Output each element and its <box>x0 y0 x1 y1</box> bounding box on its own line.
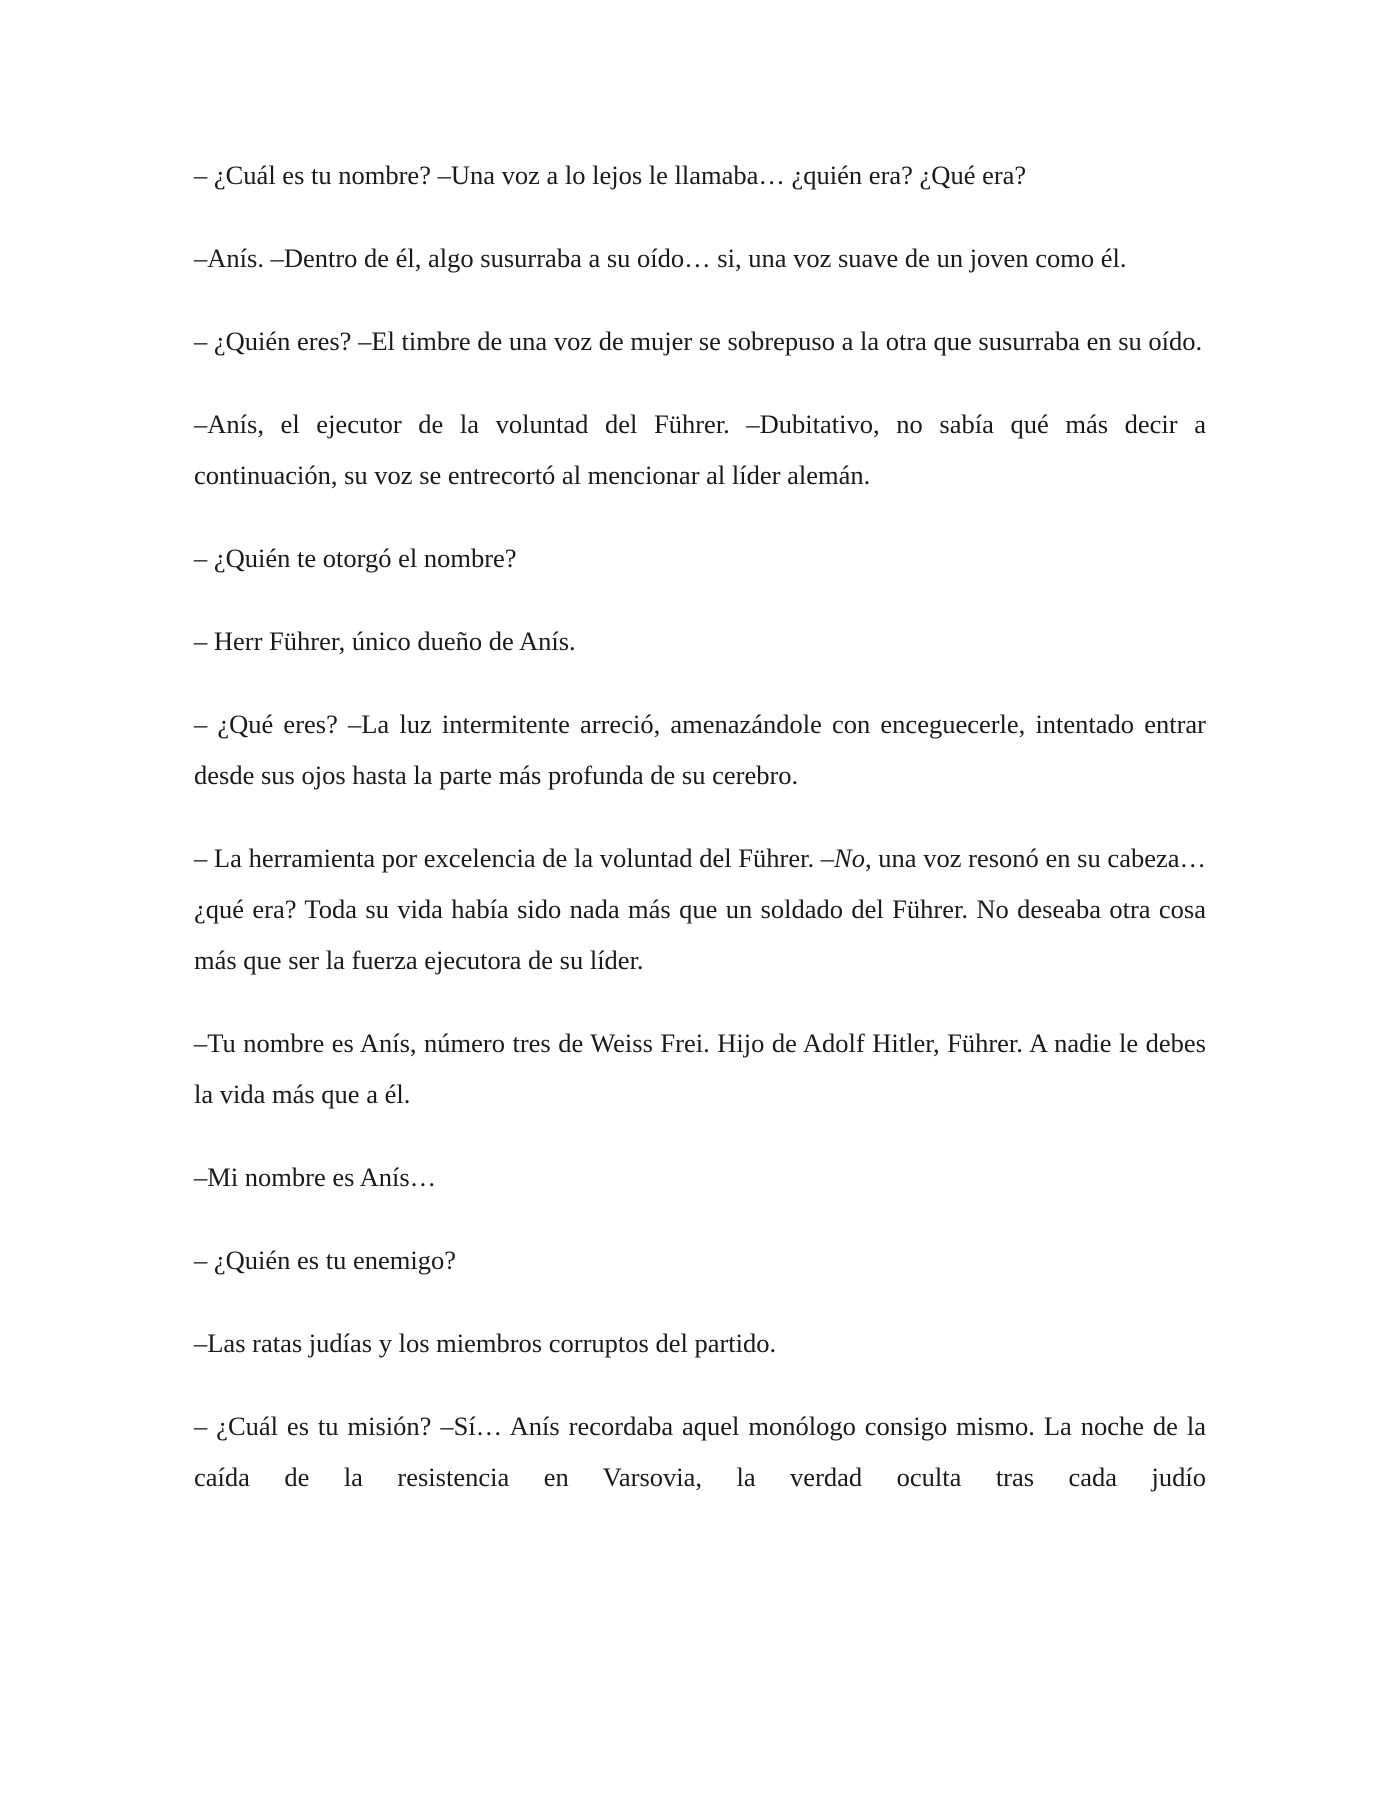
paragraph-8 <box>194 833 1206 986</box>
paragraph-3: – ¿Quién eres? –El timbre de una voz de mujer se sobrepuso a la otra que susurraba en su oído. <box>194 326 1203 356</box>
paragraph-7: – ¿Qué eres? –La luz intermitente arreció, amenazándole con enceguecerle, intentado entrar desde sus ojos hasta la parte más profunda de su cerebro. <box>194 709 1206 790</box>
paragraph-10: –Mi nombre es Anís… <box>194 1162 437 1192</box>
paragraph-8-end: , una voz resonó en su cabeza… ¿qué era? Toda su vida había sido nada más que un soldado del Führer. No deseaba otra cosa más que ser la fuerza ejecutora de su líder. <box>194 843 1206 975</box>
paragraph-1: – ¿Cuál es tu nombre? –Una voz a lo lejos le llamaba… ¿quién era? ¿Qué era? <box>194 160 1027 190</box>
paragraph-8-start: – La herramienta por excelencia de la voluntad del Führer. – <box>194 843 835 873</box>
document-page <box>194 150 1206 1535</box>
paragraph-5: – ¿Quién te otorgó el nombre? <box>194 543 517 573</box>
paragraph-6: – Herr Führer, único dueño de Anís. <box>194 626 576 656</box>
paragraph-4: –Anís, el ejecutor de la voluntad del Führer. –Dubitativo, no sabía qué más decir a continuación, su voz se entrecortó al mencionar al líder alemán. <box>194 409 1206 490</box>
paragraph-8-italic: No <box>834 843 865 873</box>
paragraph-2: –Anís. –Dentro de él, algo susurraba a su oído… si, una voz suave de un joven como él. <box>194 243 1127 273</box>
paragraph-13: – ¿Cuál es tu misión? –Sí… Anís recordaba aquel monólogo consigo mismo. La noche de la caída de la resistencia en Varsovia, la verdad oculta tras cada judío <box>194 1411 1206 1492</box>
paragraph-11: – ¿Quién es tu enemigo? <box>194 1245 456 1275</box>
paragraph-9: –Tu nombre es Anís, número tres de Weiss Frei. Hijo de Adolf Hitler, Führer. A nadie le debes la vida más que a él. <box>194 1028 1206 1109</box>
paragraph-12: –Las ratas judías y los miembros corruptos del partido. <box>194 1328 777 1358</box>
